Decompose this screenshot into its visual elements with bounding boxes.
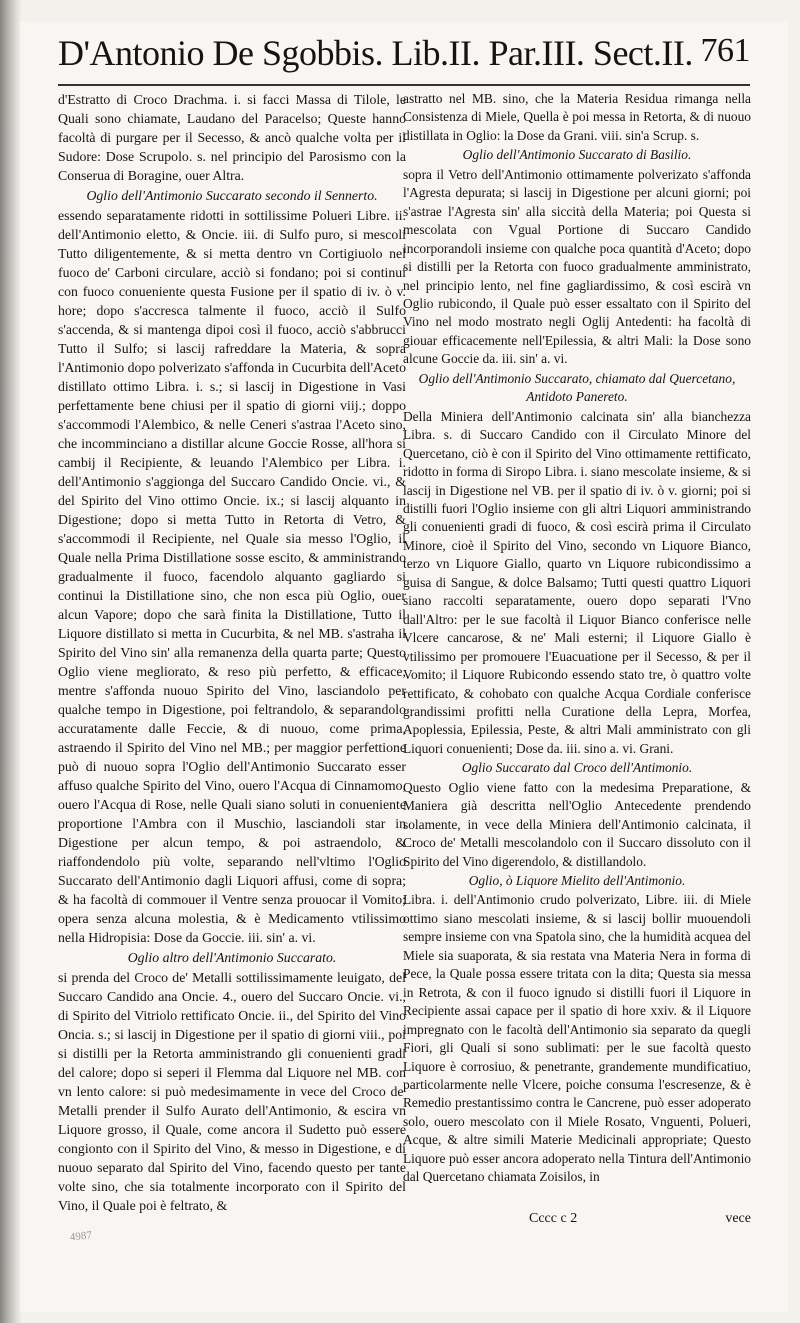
paragraph: si prenda del Croco de' Metalli sottilissimamente leuigato, del Succaro Candido ana Oncie. 4., ouero del Succaro Oncie. vi., di Spirito del Vitriolo rettificato Oncie. ii., del Spirito del Vino Oncia. s.; si lascij in Digestione per il spatio di giorni viii., poi si distilli per la Retorta amministrando gli conuenienti gradi del calore; dopo si seperi il Flemma dal Liquore nel MB. con vn lento calore: si può medesimamente in vece del Croco de' Metalli prender il Sulfo Aurato dell'Antimonio, & escira vn Liquore grosso, il Quale, come ancora il Sudetto può essere congionto con il Spirito del Vino, & messo in Digestione, e di nuouo separato dal Spirito del Vino, facendo questo per tante volte sino, che sia totalmente incorporato con il Spirito del Vino, il Quale poi è feltrato, & <box>58 970 406 1213</box>
marginal-mark: 4987 <box>69 1229 93 1244</box>
section-heading: Oglio, ò Liquore Mielito dell'Antimonio. <box>468 873 686 889</box>
paragraph: astratto nel MB. sino, che la Materia Residua rimanga nella Consistenza di Miele, Quella è poi messa in Retorta, & di nuouo distillata in Oglio: la Dose da Grani. viii. sin'a Scrup. s. <box>403 91 751 143</box>
paragraph: d'Estratto di Croco Drachma. i. si facci Massa di Tilole, le Quali sono chiamate, Laudano del Paracelso; Queste hanno facoltà di purgare per il Secesso, & ancò qualche volta per il Sudore: Dose Scrupolo. s. nel principio del Parosismo con la Conserua di Boragine, ouer Altra. <box>58 92 406 183</box>
right-text-column <box>403 90 751 1187</box>
catchword: vece <box>725 1211 751 1226</box>
section-heading: Oglio altro dell'Antimonio Succarato. <box>127 950 337 965</box>
paragraph: essendo separatamente ridotti in sottilissime Polueri Libre. ii. dell'Antimonio eletto, & Oncie. iii. di Sulfo puro, si mescoli Tutto diligentemente, & si metta dentro vn Cortigiuolo nel fuoco de' Carboni circulare, acciò si fondano; poi si continui con fuoco conueniente questa Fusione per il spatio di iv. ò v. hore; dopo s'accresca talmente il fuoco, acciò il Sulfo s'accenda, & si mantenga dipoi così il fuoco, acciò s'abbrucci Tutto il Sulfo; si lascij rafreddare la Materia, & sopra l'Antimonio dopo polverizato s'affonda in Cucurbita dell'Aceto distillato ottimo Libra. i. s.; si lascij in Digestione in Vasi perfettamente bene chiusi per il spatio di giorni viij.; doppo s'accommodi l'Alembico, & nelle Ceneri s'astraa l'Aceto sino, che incomminciano a distillar alcune Goccie Rosse, all'hora si cambij il Recipiente, & leuando l'Alembico per Libra. i. dell'Antimonio s'aggionga del Succaro Candido Oncie. vi., & del Spirito del Vino ottimo Oncie. ix.; si lascij alquanto in Digestione; dopo si metta Tutto in Retorta di Vetro, & s'accommodi il Recipiente, nel Quale sia messo l'Oglio, il Quale nella Prima Distillatione sosse escito, & amministrando gradualmente il fuoco, facendolo alquanto gagliardo si continui la Distillatione sino, che non esca più Oglio, ouer alcun Vapore; dopo che sarà finita la Distillatione, Tutto il Liquore distillato si metta in Cucurbita, & nel MB. s'astraha il Spirito del Vino sin' alla remanenza della quarta parte; Questo Oglio viene megliorato, & reso più perfetto, & efficace, mentre s'affonda nuouo Spirito del Vino, lasciandolo per qualche tempo in Digestione, poi feltrandolo, & separandolo accuratamente dalle Feccie, & di nuouo, come prima, astraendo il Spirito del Vino nel MB.; per maggior perfettione può di nuouo sopra l'Oglio dell'Antimonio Succarato esser affuso qualche Spirito del Vino, ouero l'Acqua di Cinnamomo, ouero l'Acqua di Rose, nelle Quali siano soluti in conueniente proportione l'Ambra con il Muschio, lasciandoli star in Digestione per alcun tempo, & poi astraendolo, & riaffondendolo più volte, separando nell'vltimo l'Oglio Succarato dell'Antimonio dagli Liquori affusi, come di sopra; & ha facoltà di commouer il Ventre senza prouocar il Vomito; opera senza alcuna molestia, & è Medicamento vtilissimo nella Hidropisia: Dose da Goccie. iii. sin' a. vi. <box>58 208 406 945</box>
page-footer <box>403 1211 751 1231</box>
paragraph: Libra. i. dell'Antimonio crudo polverizato, Libre. iii. di Miele ottimo siano mescolati insieme, & si lascij bollir muouendoli sempre insieme con vna Spatola sino, che la humidità acquea del Miele sia suaporata, & sia restata vna Materia Nera in forma di Pece, la Quale possa essere tritata con la dita; Questa sia messa in Retrota, & con il fuoco ignudo si distilli fuori il Liquore in Recipiente assai capace per il spatio di hore xxiv. & il Liquore impregnato con le facoltà dell'Antimonio sia separato da quegli Fiori, gli Quali si sono sublimati: per le sue facoltà questo Liquore è corrosiuo, & penetrante, grandemente mundificatiuo, particolarmente nelle Vlcere, poiche consuma l'escresenze, & è Remedio prestantissimo contra le Cancrene, può esser adoperato solo, ouero mescolato con il Miele Rosato, Vnguenti, Polueri, Acque, & altre simili Materie Medicinali appropriate; Questo Liquore può esser ancora adoperato nella Tintura dell'Antimonio dal Quercetano chiamata Zoisilos, in <box>403 892 751 1185</box>
paragraph: Della Miniera dell'Antimonio calcinata sin' alla bianchezza Libra. s. di Succaro Candido con il Circulato Minore del Quercetano, ciò è con il Spirito del Vino ottimamente rettificato, ridotto in forma di Siropo Libra. i. siano mescolate insieme, & si lascij in Digestione nel VB. per il spatio di iv. ò v. giorni; poi si distilli fuori l'Oglio insieme con gli altri Liquori amministrando gli conuenienti gradi di fuoco, & così escirà prima il Circulato Minore, cioè il Spirito del Vino, secondo vn Liquore Bianco, terzo vn Liquore Giallo, quarto vn Liquore rubicondissimo a guisa di Sangue, & dolce Balsamo; Tutti questi quattro Liquori siano raccolti separatamente, ouero dopo separati l'Vno dall'Altro: per le sue facoltà il Liquor Bianco conferisce nelle Vlcere cancarose, & ne' Mali esterni; il Liquore Giallo è vtilissimo per promouere l'Euacuatione per il Secesso, & per il Vomito; il Liquore Rubicondo essendo stato tre, ò quattro volte rettificato, & cohobato con qualche Acqua Cordiale conferisce grandissimi profitti nella Curatione della Lepra, Morfea, Apoplessia, Epilessia, Peste, & altri Mali amministrato con gli Liquori conuenienti; Dose da. iii. sino a. vi. Grani. <box>403 408 751 756</box>
left-text-column <box>58 90 406 1215</box>
page-spine-shadow <box>0 0 22 1323</box>
paragraph: sopra il Vetro dell'Antimonio ottimamente polverizato s'affonda l'Agresta depurata; si lascij in Digestione per alcuni giorni; poi s'astrae l'Agresta sin' alla siccità della Materia; poi Questa si mescolata con Vgual Portione di Succaro Candido incorporandoli insieme con qualche poca quantità d'Aceto; dopo si distilli per la Retorta con fuoco gradualmente amministrato, nel principio lento, nel fine gagliardissimo, & così escirà vn Oglio rubicondo, il Quale può esser essaltato con il Spirito del Vino nel modo mostrato negli Oglij Antedenti: ha facoltà di giouar efficacemente nell'Epilessia, & altri Mali: la Dose sono alcune Goccie da. iii. sin' a. vi. <box>403 166 751 367</box>
running-header <box>58 32 748 82</box>
section-heading: Oglio dell'Antimonio Succarato secondo il Sennerto. <box>86 188 378 203</box>
running-title: D'Antonio De Sgobbis. Lib.II. Par.III. Sect.II. <box>58 33 693 73</box>
paragraph: Questo Oglio viene fatto con la medesima Preparatione, & Maniera già descritta nell'Oglio Antecedente prendendo solamente, in vece della Miniera dell'Antimonio calcinata, il Croco de' Metalli mescolandolo con il Succaro dissoluto con il Spirito del Vino digerendolo, & distillandolo. <box>403 779 751 869</box>
section-heading: Oglio dell'Antimonio Succarato, chiamato dal Quercetano, Antidoto Panereto. <box>418 370 736 405</box>
header-rule <box>58 84 750 86</box>
page-number: 761 <box>700 32 750 69</box>
signature-mark: Cccc c 2 <box>529 1211 578 1226</box>
section-heading: Oglio dell'Antimonio Succarato di Basilio. <box>462 147 692 163</box>
section-heading: Oglio Succarato dal Croco dell'Antimonio. <box>461 760 693 776</box>
